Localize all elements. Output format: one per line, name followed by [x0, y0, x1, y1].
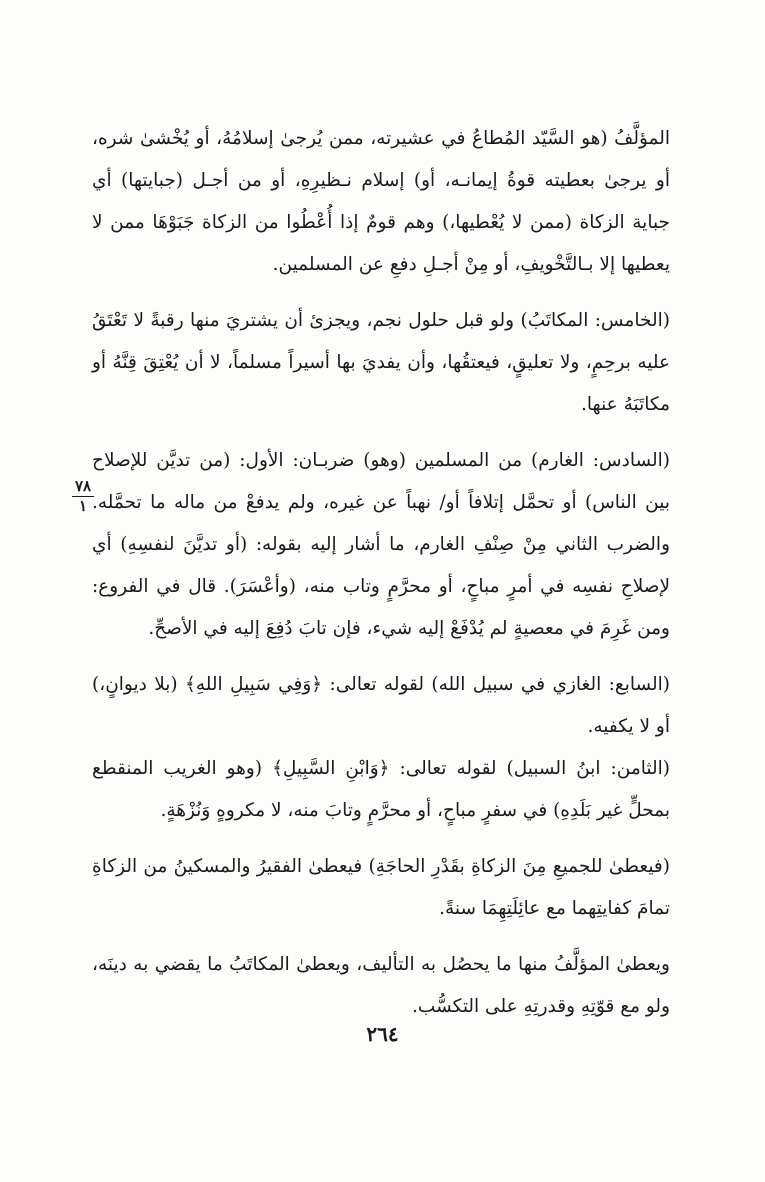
paragraph-3: (السادس: الغارم) من المسلمين (وهو) ضربـان: الأول: (من تديَّن للإصلاح بين الناس) أو تحمَّل إتلافاً أو/ نهباً عن غيره، ولم يدفعْ من ماله ما تحمَّله. والضرب الثاني مِنْ صِنْفِ الغارم، ما أشار إليه بقوله: (أو تديَّنَ لنفسِهِ) أي لإصلاحِ نفسِه في أمرٍ مباحٍ، أو محرَّمٍ وتاب منه، (وأعْسَرَ). قال في الفروع: ومن غَرِمَ في معصيةٍ لم يُدْفَعْ إليه شيء، فإن تابَ دُفِعَ إليه في الأصحِّ. — [92, 450, 670, 639]
folio-number: ٧٨ — [74, 477, 92, 495]
paragraph-6: (فيعطىٰ للجميعِ مِنَ الزكاةِ بقَدْرِ الحاجَةِ) فيعطىٰ الفقيرُ والمسكينُ من الزكاةِ تمامَ كفايتِهما مع عائِلَتِهِمَا سنةً. — [92, 856, 670, 919]
page-body — [92, 118, 670, 1028]
paragraph-5: (الثامن: ابنُ السبيل) لقوله تعالى: ﴿وَابْنِ السَّبِيلِ﴾ (وهو الغريب المنقطع بمحلٍّ غير بَلَدِهِ) في سفرٍ مباحٍ، أو محرَّمٍ وتابَ منه، لا مكروهٍ وَنُزْهَةٍ. — [92, 758, 670, 821]
paragraph-7: ويعطىٰ المؤلَّفُ منها ما يحصُل به التأليف، ويعطىٰ المكاتَبُ ما يقضي به دينَه، ولو مع قوّتِهِ وقدرتِهِ على التكسُّب. — [92, 954, 670, 1017]
folio-side: ١ — [78, 497, 88, 515]
paragraph-2: (الخامس: المكاتَبُ) ولو قبل حلول نجم، ويجزئ أن يشتريَ منها رقبةً لا تَعْتَقُ عليه برحِمٍ، ولا تعليقٍ، فيعتقُها، وأن يفديَ بها أسيراً مسلماً، لا أن يُعْتِقَ قِنَّهُ أو مكاتَبَهُ عنها. — [92, 310, 670, 415]
page-number: ٢٦٤ — [366, 1022, 399, 1046]
paragraph-4: (السابع: الغازي في سبيل الله) لقوله تعالى: ﴿وَفِي سَبِيلِ اللهِ﴾ (بلا ديوانٍ،) أو لا يكفيه. — [92, 674, 670, 737]
manuscript-folio-marker — [72, 478, 94, 515]
paragraph-1: المؤلَّفُ (هو السَّيّد المُطاعُ في عشيرته، ممن يُرجىٰ إسلامُهُ، أو يُخْشىٰ شره، أو يرجىٰ بعطيته قوةُ إيمانـه، أو) إسلام نـظيرِهِ، أو من أجـل (جبايتها) أي جباية الزكاة (ممن لا يُعْطيها،) وهم قومٌ إذا أُعْطُوا من الزكاة جَبَوْهَا ممن لا يعطيها إلا بـالتَّخْويفِ، أو مِنْ أجـلِ دفعِ عن المسلمين. — [92, 128, 670, 275]
